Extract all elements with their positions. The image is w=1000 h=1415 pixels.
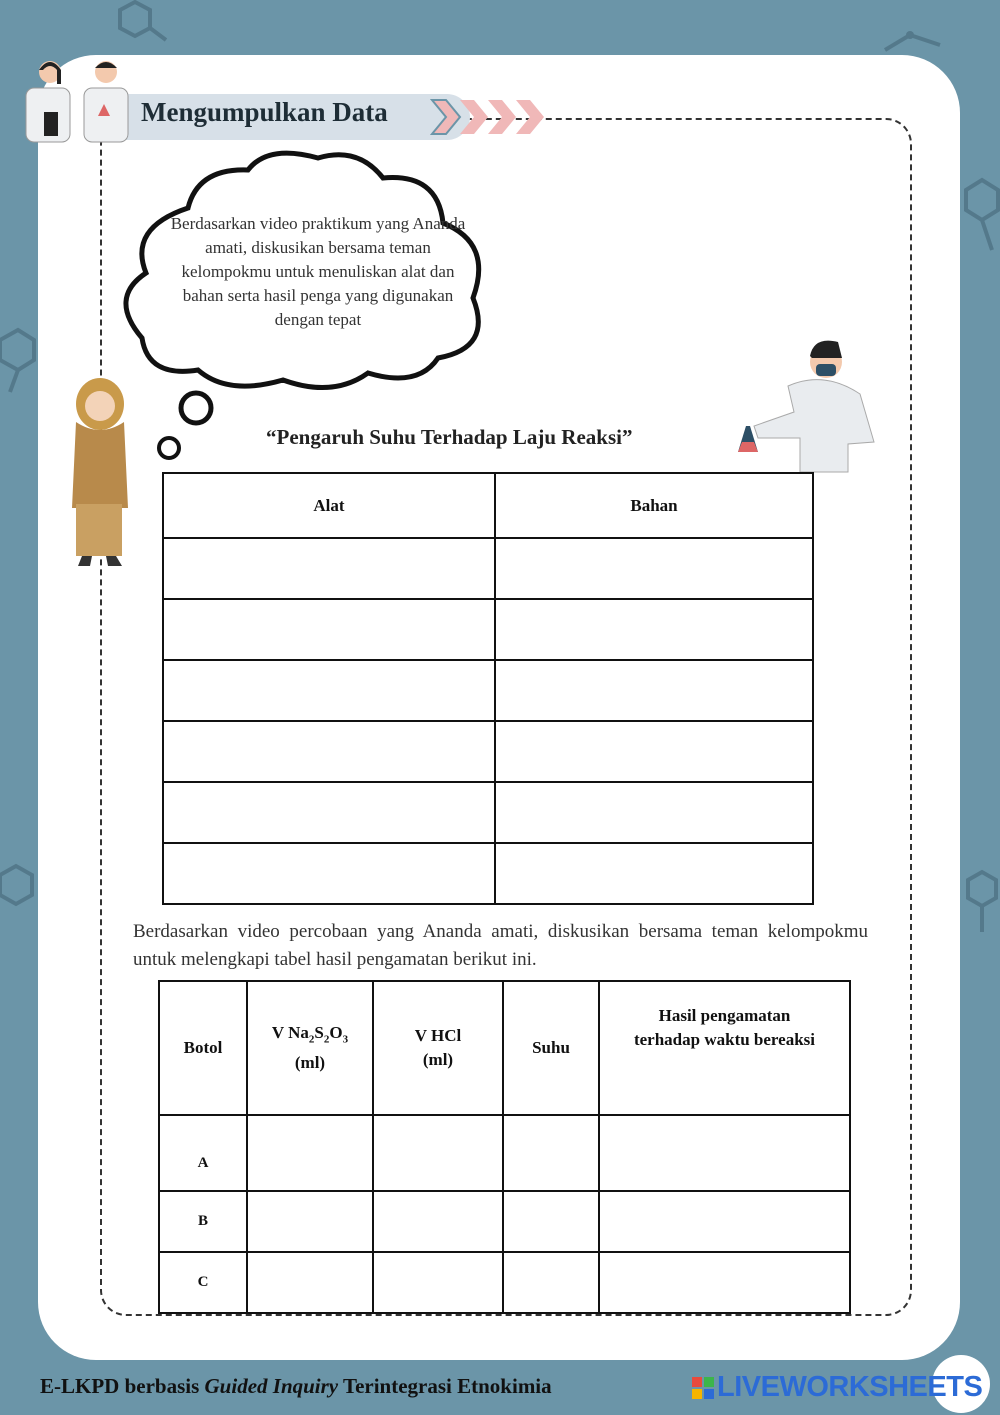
- bahan-cell[interactable]: [495, 599, 813, 660]
- input-cell[interactable]: [599, 1115, 850, 1191]
- molecule-decoration-icon: [0, 320, 40, 400]
- table-header-row: [159, 981, 850, 1115]
- alat-bahan-table: [162, 472, 814, 905]
- input-cell[interactable]: [247, 1115, 373, 1191]
- alat-cell[interactable]: [163, 538, 495, 599]
- o-sub: 3: [342, 1033, 349, 1046]
- col-hcl-header: [373, 981, 503, 1115]
- prompt-text: Berdasarkan video praktikum yang Ananda amati, diskusikan bersama teman kelompokmu untuk menuliskan alat dan bahan serta hasil penga yang digunakan dengan tepat: [170, 214, 466, 329]
- s-sub: 2: [323, 1033, 330, 1046]
- footer-suffix: Terintegrasi Etnokimia: [338, 1374, 552, 1398]
- molecule-decoration-icon: [962, 860, 1000, 940]
- alat-cell[interactable]: [163, 843, 495, 904]
- scientist-illustration-icon: [728, 334, 878, 474]
- col-suhu-header: Suhu: [503, 981, 599, 1115]
- table-row: [163, 721, 813, 782]
- row-label: B: [159, 1191, 247, 1252]
- teacher-illustration-icon: [62, 378, 136, 572]
- unit-label: (ml): [294, 1053, 326, 1073]
- instruction-text: Berdasarkan video percobaan yang Ananda amati, diskusikan bersama teman kelompokmu untuk melengkapi tabel hasil pengamatan berikut ini.: [133, 921, 868, 970]
- alat-cell[interactable]: [163, 782, 495, 843]
- table-row: [163, 599, 813, 660]
- chevrons-icon: [430, 96, 546, 138]
- table-row: [163, 843, 813, 904]
- table-row: [159, 1115, 850, 1191]
- o-symbol: O: [329, 1022, 343, 1042]
- hcl-label: V HCl: [414, 1026, 462, 1045]
- unit-label: (ml): [422, 1050, 454, 1069]
- observation-table: [158, 980, 851, 1314]
- input-cell[interactable]: [599, 1191, 850, 1252]
- table-header-row: [163, 473, 813, 538]
- footer-prefix: E-LKPD berbasis: [40, 1374, 205, 1398]
- bahan-cell[interactable]: [495, 660, 813, 721]
- alat-cell[interactable]: [163, 721, 495, 782]
- input-cell[interactable]: [503, 1252, 599, 1313]
- footer-italic: Guided Inquiry: [204, 1374, 339, 1398]
- col-na2s2o3-header: [247, 981, 373, 1115]
- na-prefix: V Na: [271, 1022, 309, 1042]
- input-cell[interactable]: [247, 1252, 373, 1313]
- molecule-decoration-icon: [100, 0, 170, 50]
- table-row: [163, 660, 813, 721]
- row-label: A: [159, 1115, 247, 1191]
- col-alat-header: Alat: [163, 473, 495, 538]
- alat-cell[interactable]: [163, 599, 495, 660]
- footer-text: [40, 1374, 552, 1399]
- watermark-text: LIVEWORKSHEETS: [717, 1371, 983, 1403]
- table-row: [159, 1252, 850, 1313]
- section-title: Mengumpulkan Data: [141, 97, 388, 127]
- s-symbol: S: [314, 1022, 324, 1042]
- bahan-cell[interactable]: [495, 782, 813, 843]
- hasil-line2: terhadap waktu bereaksi: [633, 1030, 816, 1049]
- scientists-illustration-icon: [22, 52, 134, 144]
- bahan-cell[interactable]: [495, 538, 813, 599]
- hasil-line1: Hasil pengamatan: [658, 1006, 791, 1025]
- alat-cell[interactable]: [163, 660, 495, 721]
- input-cell[interactable]: [373, 1191, 503, 1252]
- bahan-cell[interactable]: [495, 721, 813, 782]
- molecule-decoration-icon: [962, 170, 1000, 260]
- input-cell[interactable]: [503, 1191, 599, 1252]
- table-row: [159, 1191, 850, 1252]
- input-cell[interactable]: [503, 1115, 599, 1191]
- molecule-decoration-icon: [0, 860, 40, 930]
- bahan-cell[interactable]: [495, 843, 813, 904]
- input-cell[interactable]: [599, 1252, 850, 1313]
- na-sub: 2: [308, 1033, 315, 1046]
- col-hasil-header: [599, 981, 850, 1115]
- col-botol-header: Botol: [159, 981, 247, 1115]
- table-row: [163, 538, 813, 599]
- table-row: [163, 782, 813, 843]
- input-cell[interactable]: [373, 1252, 503, 1313]
- row-label: C: [159, 1252, 247, 1313]
- experiment-title: “Pengaruh Suhu Terhadap Laju Reaksi”: [266, 425, 633, 449]
- input-cell[interactable]: [373, 1115, 503, 1191]
- liveworksheets-logo-icon: [692, 1377, 714, 1399]
- liveworksheets-watermark[interactable]: [692, 1371, 982, 1404]
- col-bahan-header: Bahan: [495, 473, 813, 538]
- input-cell[interactable]: [247, 1191, 373, 1252]
